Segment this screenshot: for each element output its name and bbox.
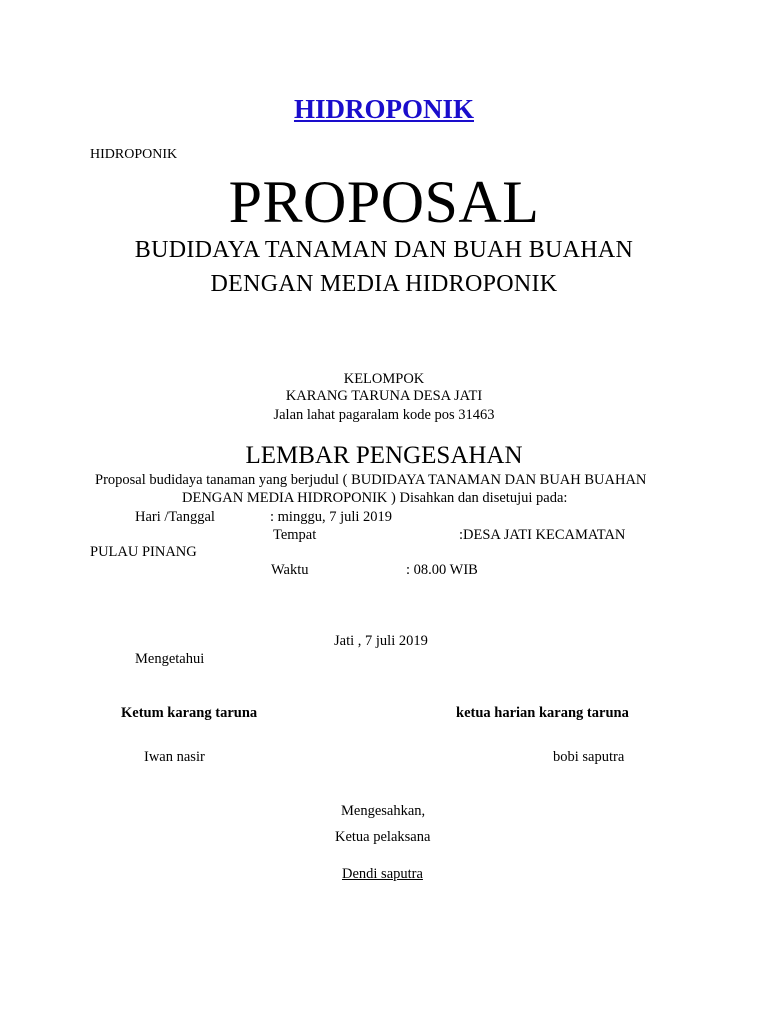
time-value: : 08.00 WIB	[406, 562, 478, 578]
proposal-subtitle-line2: DENGAN MEDIA HIDROPONIK	[210, 271, 558, 297]
group-name: KARANG TARUNA DESA JATI	[285, 388, 483, 404]
place-value-continued: PULAU PINANG	[90, 544, 197, 560]
left-signer-title: Ketum karang taruna	[121, 705, 258, 721]
group-label: KELOMPOK	[343, 371, 425, 387]
approval-paragraph-line2: DENGAN MEDIA HIDROPONIK ) Disahkan dan disetujui pada:	[182, 490, 568, 506]
right-signer-name: bobi saputra	[553, 749, 625, 765]
approval-paragraph-line1: Proposal budidaya tanaman yang berjudul ( BUDIDAYA TANAMAN DAN BUAH BUAHAN	[95, 472, 647, 488]
place-label: Tempat	[273, 527, 317, 543]
ratified-label: Mengesahkan,	[341, 803, 426, 819]
leader-title: Ketua pelaksana	[335, 829, 431, 845]
signing-place-date: Jati , 7 juli 2019	[334, 633, 428, 649]
group-address: Jalan lahat pagaralam kode pos 31463	[273, 407, 495, 423]
proposal-subtitle-line1: BUDIDAYA TANAMAN DAN BUAH BUAHAN	[134, 237, 634, 263]
date-value: : minggu, 7 juli 2019	[270, 509, 393, 525]
left-signer-name: Iwan nasir	[144, 749, 205, 765]
place-value: :DESA JATI KECAMATAN	[459, 527, 626, 543]
right-signer-title: ketua harian karang taruna	[456, 705, 629, 721]
approval-heading: LEMBAR PENGESAHAN	[245, 442, 523, 469]
leader-name: Dendi saputra	[342, 866, 423, 882]
time-label: Waktu	[271, 562, 309, 578]
proposal-title: PROPOSAL	[228, 169, 540, 235]
title-link[interactable]: HIDROPONIK	[293, 94, 474, 124]
small-heading-label: HIDROPONIK	[90, 147, 178, 162]
acknowledged-label: Mengetahui	[135, 651, 205, 667]
date-label: Hari /Tanggal	[135, 509, 215, 525]
